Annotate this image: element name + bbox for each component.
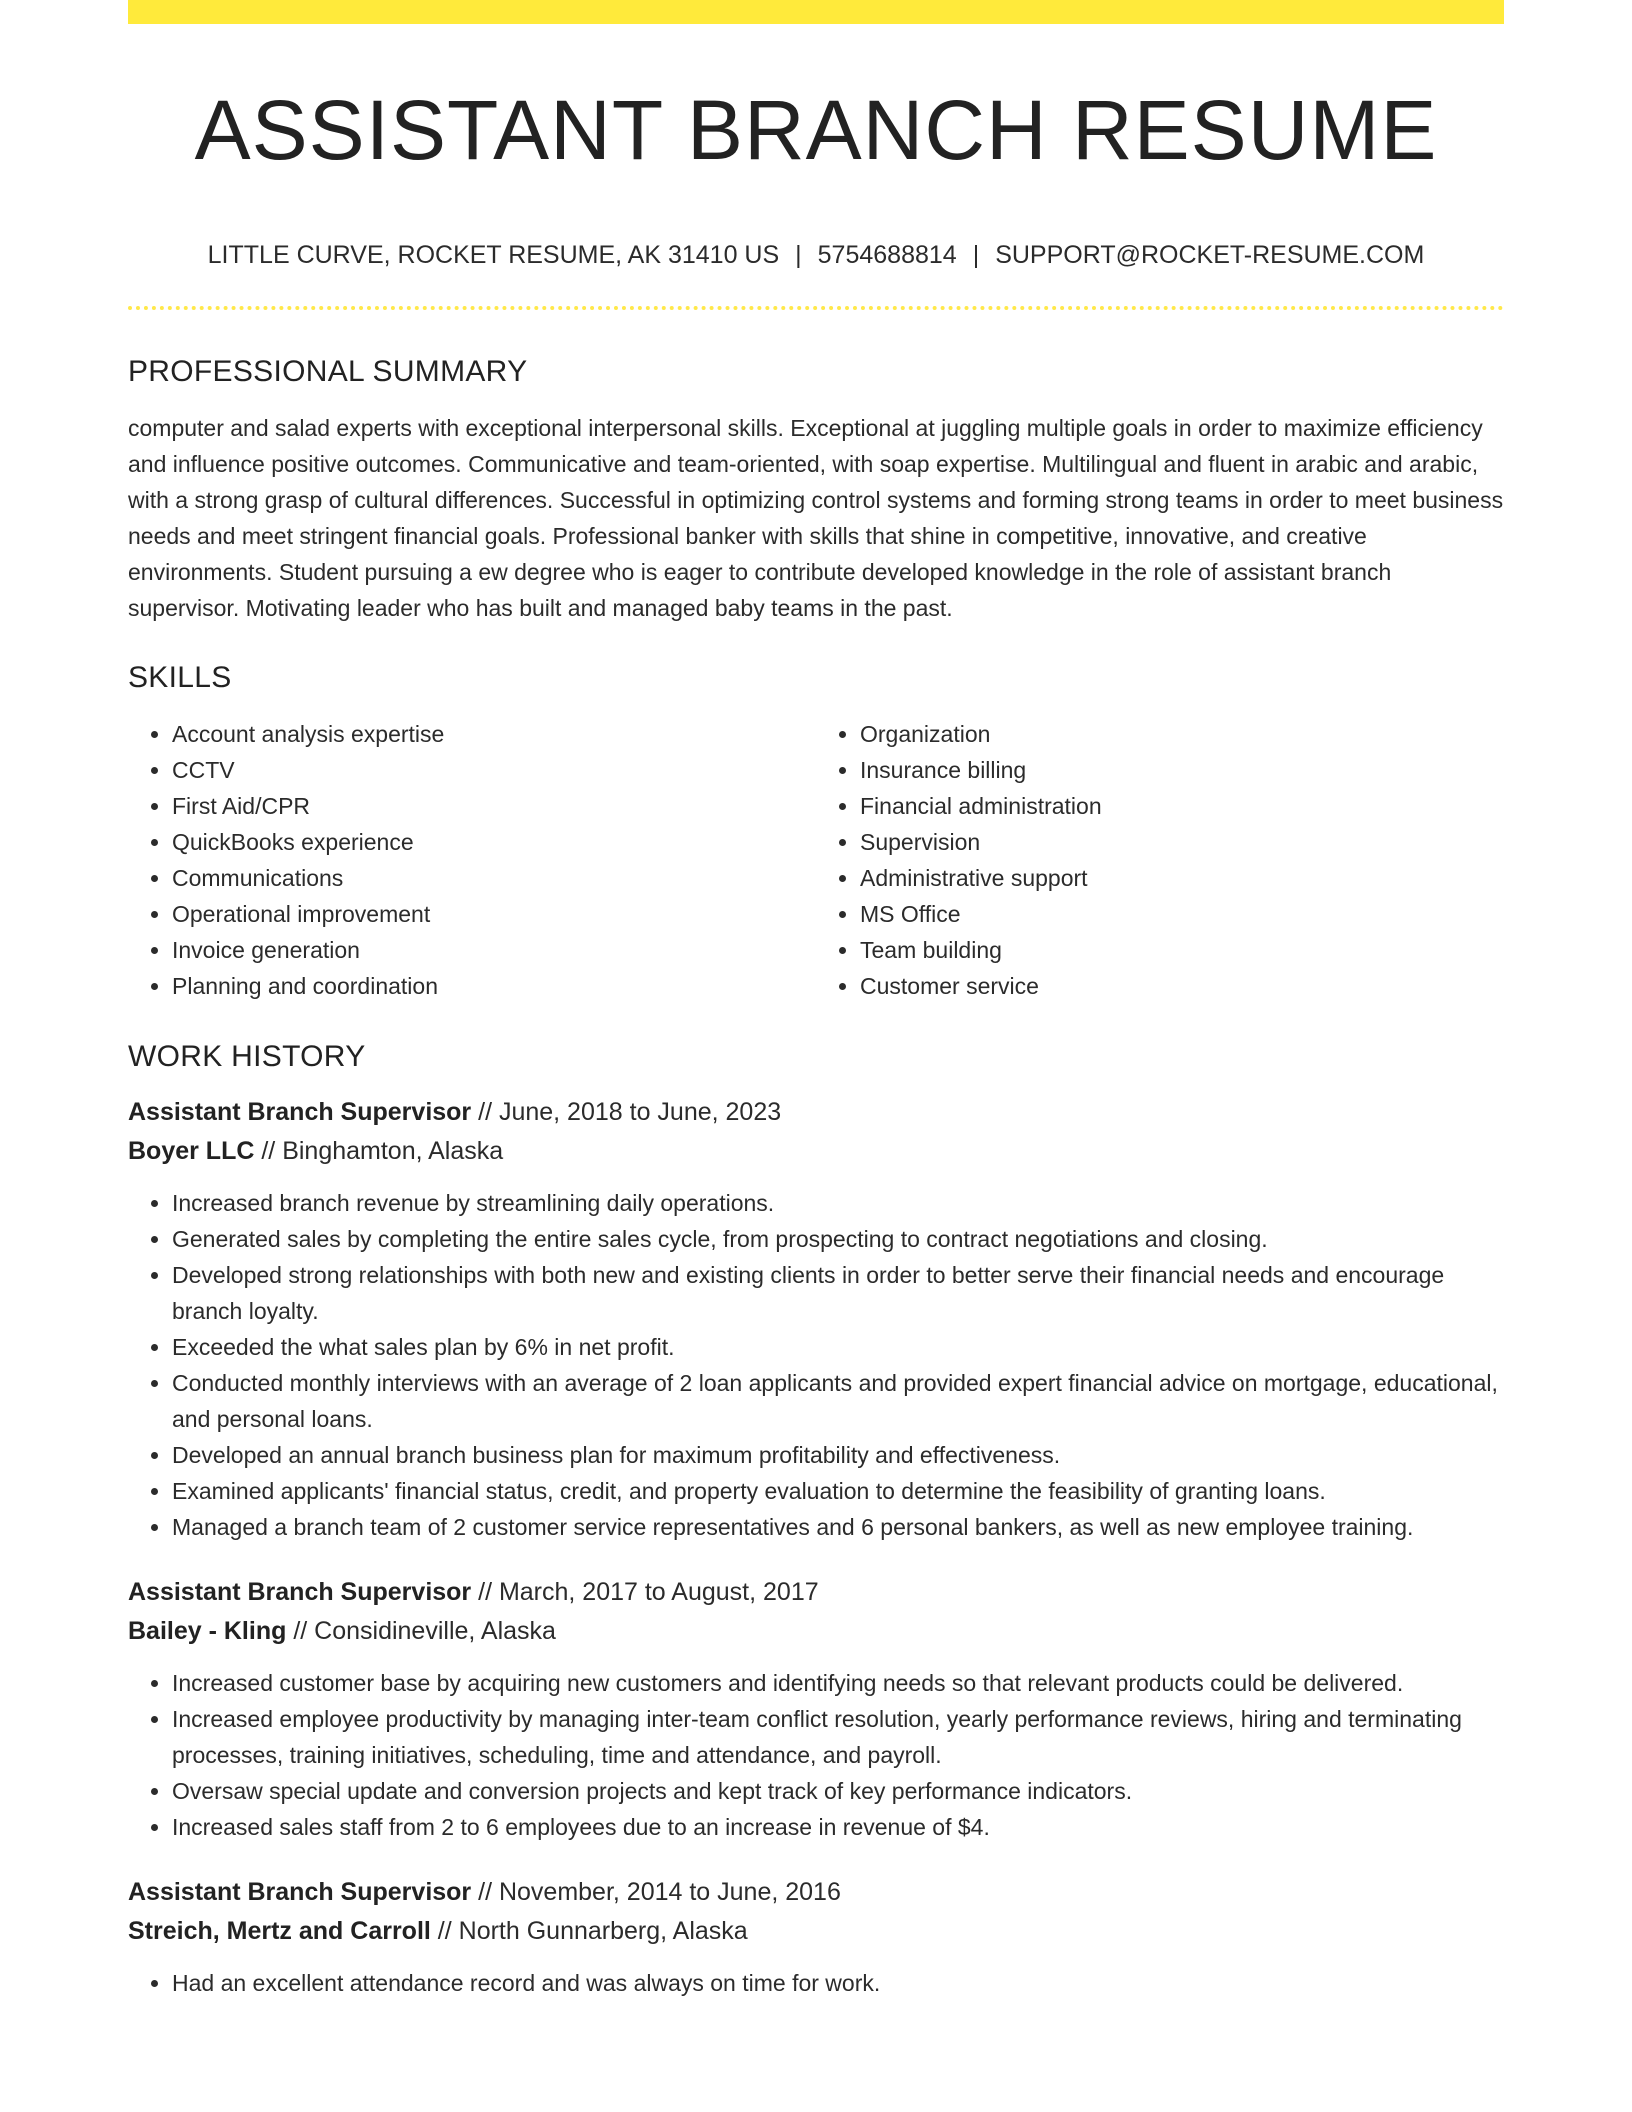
contact-phone: 5754688814 <box>817 241 957 269</box>
job-entry <box>128 1873 1504 2001</box>
skills-section <box>128 658 1504 1004</box>
job-bullets <box>128 1185 1504 1545</box>
accent-bar <box>128 0 1504 24</box>
job-company-line <box>128 1132 1504 1171</box>
job-bullets <box>128 1965 1504 2001</box>
summary-heading: PROFESSIONAL SUMMARY <box>128 355 528 388</box>
skills-columns <box>128 716 1504 1004</box>
job-location: // North Gunnarberg, Alaska <box>430 1917 748 1945</box>
list-item: • Managed a branch team of 2 customer service representatives and 6 personal bankers, as well as new employee training. <box>172 1509 1504 1545</box>
list-item: • Developed an annual branch business plan for maximum profitability and effectiveness. <box>172 1437 1504 1473</box>
list-item: • Examined applicants' financial status, credit, and property evaluation to determine the feasibility of granting loans. <box>172 1473 1504 1509</box>
list-item: • Generated sales by completing the entire sales cycle, from prospecting to contract negotiations and closing. <box>172 1221 1504 1257</box>
list-item: • Increased branch revenue by streamlining daily operations. <box>172 1185 1504 1221</box>
job-dates: // March, 2017 to August, 2017 <box>471 1578 819 1606</box>
job-title: Assistant Branch Supervisor <box>128 1878 472 1906</box>
list-item: • Increased sales staff from 2 to 6 employees due to an increase in revenue of $4. <box>172 1809 1504 1845</box>
contact-line <box>128 238 1504 272</box>
work-history-list <box>128 1093 1504 2001</box>
job-company-line <box>128 1612 1504 1651</box>
list-item: • QuickBooks experience <box>172 824 816 860</box>
job-dates: // June, 2018 to June, 2023 <box>471 1098 782 1126</box>
skills-list-right <box>816 716 1504 1004</box>
job-company-line <box>128 1912 1504 1951</box>
job-title-line <box>128 1573 1504 1612</box>
job-location: // Binghamton, Alaska <box>254 1137 504 1165</box>
work-section <box>128 1037 1504 2001</box>
list-item: • Conducted monthly interviews with an average of 2 loan applicants and provided expert financial advice on mortgage, educational, and personal loans. <box>172 1365 1504 1437</box>
list-item: • Financial administration <box>860 788 1504 824</box>
list-item: • Administrative support <box>860 860 1504 896</box>
job-company: Streich, Mertz and Carroll <box>128 1917 431 1945</box>
work-heading: WORK HISTORY <box>128 1040 366 1073</box>
list-item: • First Aid/CPR <box>172 788 816 824</box>
summary-section <box>128 352 1504 626</box>
contact-email: SUPPORT@ROCKET-RESUME.COM <box>995 241 1425 269</box>
list-item: • Developed strong relationships with both new and existing clients in order to better serve their financial needs and encourage branch loyalty. <box>172 1257 1504 1329</box>
list-item: • Communications <box>172 860 816 896</box>
list-item: • Insurance billing <box>860 752 1504 788</box>
list-item: • Had an excellent attendance record and was always on time for work. <box>172 1965 1504 2001</box>
list-item: • Increased customer base by acquiring new customers and identifying needs so that relevant products could be delivered. <box>172 1665 1504 1701</box>
list-item: • Invoice generation <box>172 932 816 968</box>
job-bullets <box>128 1665 1504 1845</box>
list-item: • Increased employee productivity by managing inter-team conflict resolution, yearly performance reviews, hiring and terminating processes, training initiatives, scheduling, time and attendance, and payroll. <box>172 1701 1504 1773</box>
job-title: Assistant Branch Supervisor <box>128 1578 472 1606</box>
skills-heading: SKILLS <box>128 661 232 694</box>
job-title-line <box>128 1873 1504 1912</box>
contact-address: LITTLE CURVE, ROCKET RESUME, AK 31410 US <box>207 241 780 269</box>
job-title-line <box>128 1093 1504 1132</box>
contact-separator: | <box>795 241 802 269</box>
list-item: • Customer service <box>860 968 1504 1004</box>
list-item: • Exceeded the what sales plan by 6% in net profit. <box>172 1329 1504 1365</box>
list-item: • CCTV <box>172 752 816 788</box>
skills-list-left <box>128 716 816 1004</box>
job-title: Assistant Branch Supervisor <box>128 1098 472 1126</box>
list-item: • Team building <box>860 932 1504 968</box>
list-item: • Planning and coordination <box>172 968 816 1004</box>
list-item: • Operational improvement <box>172 896 816 932</box>
list-item: • Organization <box>860 716 1504 752</box>
job-location: // Considineville, Alaska <box>286 1617 556 1645</box>
dotted-divider <box>128 306 1504 310</box>
job-entry <box>128 1093 1504 1545</box>
job-entry <box>128 1573 1504 1845</box>
contact-separator: | <box>972 241 980 269</box>
job-dates: // November, 2014 to June, 2016 <box>471 1878 841 1906</box>
list-item: • MS Office <box>860 896 1504 932</box>
job-company: Boyer LLC <box>128 1137 255 1165</box>
job-company: Bailey - Kling <box>128 1617 287 1645</box>
list-item: • Account analysis expertise <box>172 716 816 752</box>
resume-title: ASSISTANT BRANCH RESUME <box>194 83 1438 177</box>
summary-text: computer and salad experts with exceptional interpersonal skills. Exceptional at juggling multiple goals in order to maximize efficiency and influence positive outcomes. Communicative and team-oriented, with soap expertise. Multilingual and fluent in arabic and arabic, with a strong grasp of cultural differences. Successful in optimizing control systems and forming strong teams in order to meet business needs and meet stringent financial goals. Professional banker with skills that shine in competitive, innovative, and creative environments. Student pursuing a ew degree who is eager to contribute developed knowledge in the role of assistant branch supervisor. Motivating leader who has built and managed baby teams in the past. <box>128 415 1504 621</box>
list-item: • Supervision <box>860 824 1504 860</box>
list-item: • Oversaw special update and conversion projects and kept track of key performance indicators. <box>172 1773 1504 1809</box>
